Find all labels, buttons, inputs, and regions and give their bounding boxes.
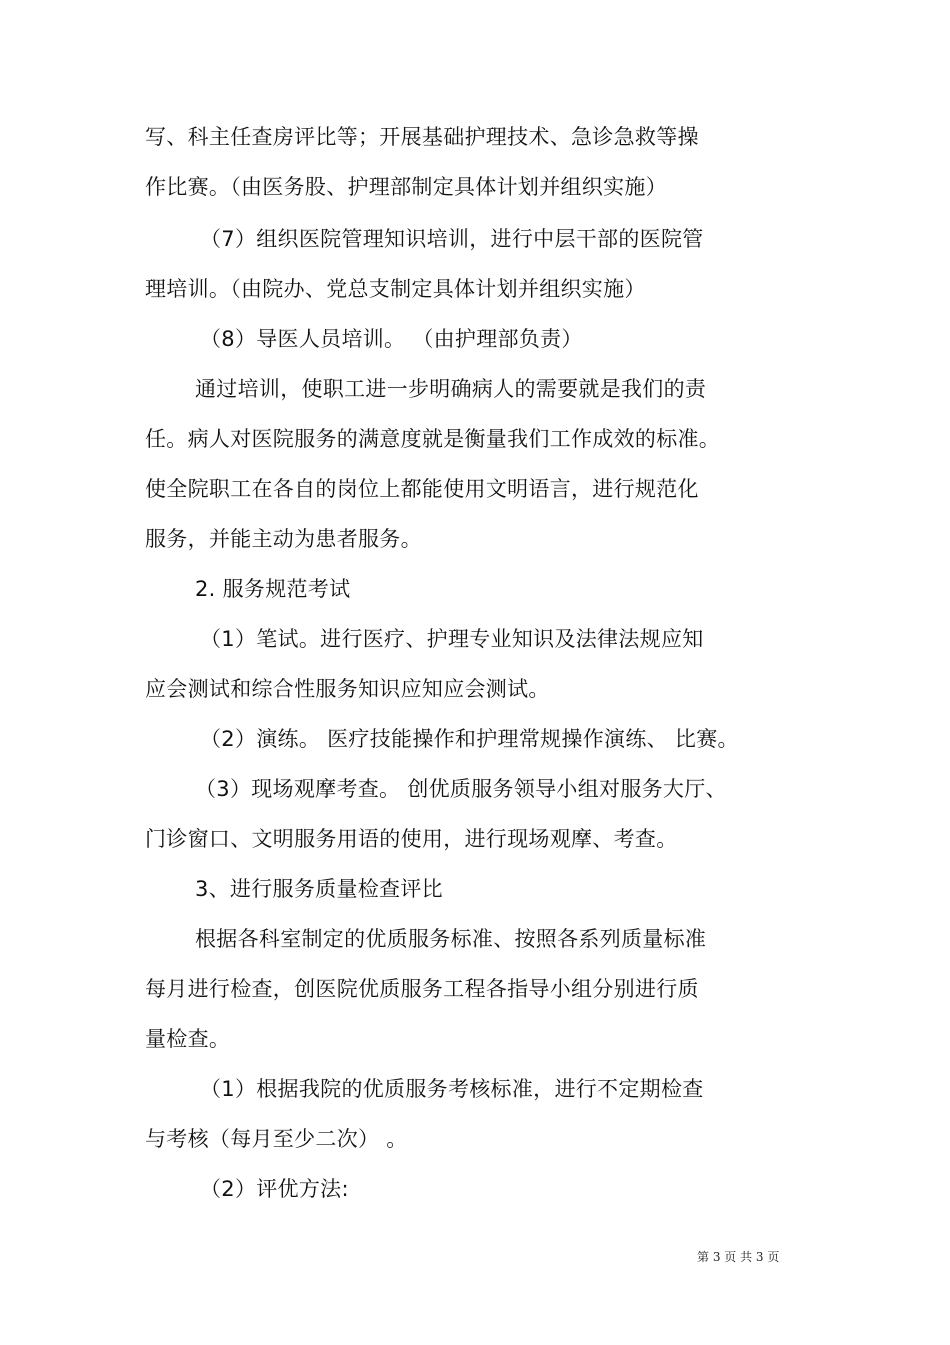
text-line: （8）导医人员培训。 （由护理部负责） [200,327,583,351]
text-line: （2）演练。 医疗技能操作和护理常规操作演练、 比赛。 [200,727,739,751]
text-line: （2）评优方法: [200,1177,349,1201]
text-line: 量检查。 [145,1027,231,1051]
text-line: 作比赛。（由医务股、护理部制定具体计划并组织实施） [145,175,667,199]
text-line: （1）笔试。进行医疗、护理专业知识及法律法规应知 [200,627,704,651]
text-line: （3）现场观摩考查。 创优质服务领导小组对服务大厅、 [195,777,727,801]
text-line: 通过培训，使职工进一步明确病人的需要就是我们的责 [195,377,707,401]
text-line: 使全院职工在各自的岗位上都能使用文明语言，进行规范化 [145,477,699,501]
page-number-footer: 第 3 页 共 3 页 [697,1250,780,1264]
text-line: 门诊窗口、文明服务用语的使用，进行现场观摩、考查。 [145,827,678,851]
text-line: 根据各科室制定的优质服务标准、按照各系列质量标准 [195,927,707,951]
text-line: （7）组织医院管理知识培训，进行中层干部的医院管 [200,227,704,251]
text-line: 与考核（每月至少二次） 。 [145,1127,408,1151]
text-line: 应会测试和综合性服务知识应知应会测试。 [145,677,550,701]
text-line: 理培训。（由院办、党总支制定具体计划并组织实施） [145,277,646,301]
section-heading: 3、进行服务质量检查评比 [195,877,443,901]
text-line: 写、科主任查房评比等；开展基础护理技术、急诊急救等操 [145,125,699,149]
text-line: 服务，并能主动为患者服务。 [145,527,422,551]
text-line: （1）根据我院的优质服务考核标准，进行不定期检查 [200,1077,704,1101]
text-line: 任。病人对医院服务的满意度就是衡量我们工作成效的标准。 [145,427,721,451]
section-heading: 2. 服务规范考试 [195,577,351,601]
text-line: 每月进行检查，创医院优质服务工程各指导小组分别进行质 [145,977,699,1001]
